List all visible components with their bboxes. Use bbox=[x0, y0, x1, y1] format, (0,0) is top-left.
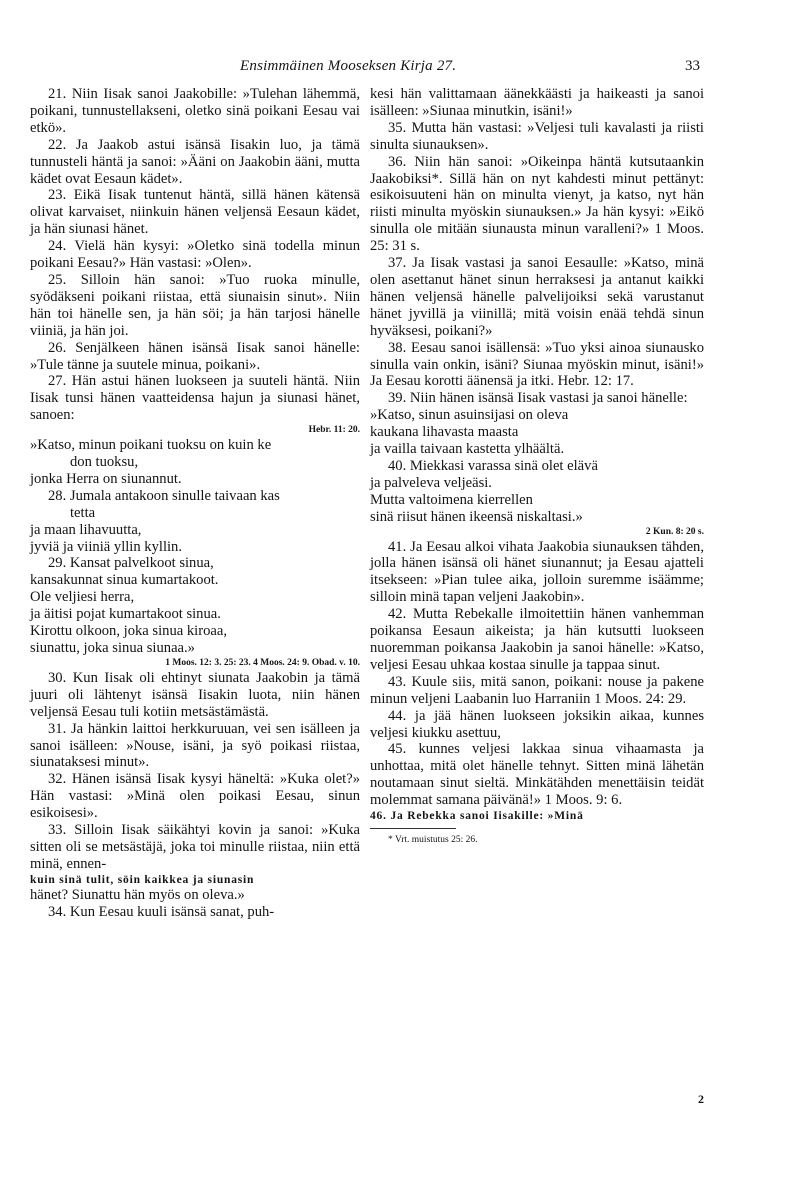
poem-line: »Katso, minun poikani tuoksu on kuin ke bbox=[30, 437, 272, 454]
page-number: 33 bbox=[685, 58, 700, 74]
cross-reference: 2 Kun. 8: 20 s. bbox=[645, 526, 704, 537]
verse-paragraph: 22. Ja Jaakob astui isänsä Iisakin luo, ja tämä tunnusteli häntä ja sanoi: »Ääni on Jaakobin ääni, mutta kädet ovat Eesaun kädet». bbox=[30, 136, 360, 187]
poem-line: jonka Herra on siunannut. bbox=[30, 470, 182, 487]
signature-mark: 2 bbox=[698, 1092, 704, 1106]
verse-paragraph: 27. Hän astui hänen luokseen ja suuteli häntä. Niin Iisak tunsi hänen vaatteidensa hajun ja siunasi hänet, sanoen: bbox=[30, 373, 360, 424]
verse-paragraph: kuin sinä tulit, söin kaikkea ja siunasin bbox=[30, 873, 255, 886]
poem-line: ja maan lihavuutta, bbox=[30, 521, 142, 538]
poem-line: don tuoksu, bbox=[70, 454, 139, 471]
verse-paragraph: 41. Ja Eesau alkoi vihata Jaakobia siunauksen tähden, jolla hänen isänsä oli hänet siunannut; ja Eesau ajatteli itsekseen: »Pian tulee aika, jolloin suremme isäämme; silloin minä tapan veljeni Jaakobin». bbox=[370, 538, 704, 606]
poem-line: sinä riisut hänen ikeensä niskaltasi.» bbox=[370, 508, 583, 525]
poem-line: ja äitisi pojat kumartakoot sinua. bbox=[30, 606, 221, 623]
footnote: * Vrt. muistutus 25: 26. bbox=[388, 835, 478, 846]
verse-paragraph: 39. Niin hänen isänsä Iisak vastasi ja sanoi hänelle: bbox=[388, 390, 688, 407]
verse-paragraph: 46. Ja Rebekka sanoi Iisakille: »Minä bbox=[370, 810, 584, 823]
verse-paragraph: 28. Jumala antakoon sinulle taivaan kas bbox=[48, 487, 280, 504]
verse-paragraph: 31. Ja hänkin laittoi herkkuruuan, vei sen isälleen ja sanoi isälleen: »Nouse, isäni, ja syö poikasi riistaa, siunataksesi minut». bbox=[30, 720, 360, 771]
verse-paragraph: 35. Mutta hän vastasi: »Veljesi tuli kavalasti ja riisti sinulta siunauksen». bbox=[370, 119, 704, 153]
verse-paragraph: 25. Silloin hän sanoi: »Tuo ruoka minulle, syödäkseni poikani riistaa, että siunaisin sinut». Niin hän toi hänelle sen, ja hän söi; ja hän tarjosi hänelle viiniä, ja hän joi. bbox=[30, 271, 360, 339]
verse-paragraph: 37. Ja Iisak vastasi ja sanoi Eesaulle: »Katso, minä olen asettanut hänet sinun herraksesi ja antanut kaikki hänen veljensä hänelle palvelijoiksi sekä varustanut hänet jyvillä ja viinillä; mitä voisin enää tehdä sinun hyväksesi, poikani?» bbox=[370, 255, 704, 339]
cross-reference: 1 Moos. 12: 3. 25: 23. 4 Moos. 24: 9. Obad. v. 10. bbox=[165, 657, 360, 668]
poem-line: kansakunnat sinua kumartakoot. bbox=[30, 572, 219, 589]
poem-line: kaukana lihavasta maasta bbox=[370, 424, 519, 441]
poem-line: Kirottu olkoon, joka sinua kiroaa, bbox=[30, 623, 227, 640]
poem-line: Mutta valtoimena kierrellen bbox=[370, 491, 533, 508]
verse-paragraph: kesi hän valittamaan äänekkäästi ja haikeasti ja sanoi isälleen: »Siunaa minutkin, isäni!» bbox=[370, 86, 704, 119]
poem-line: siunattu, joka sinua siunaa.» bbox=[30, 640, 195, 656]
verse-paragraph: 24. Vielä hän kysyi: »Oletko sinä todella minun poikani Eesau?» Hän vastasi: »Olen». bbox=[30, 238, 360, 272]
poem-line: »Katso, sinun asuinsijasi on oleva bbox=[370, 407, 569, 424]
cross-reference: Hebr. 11: 20. bbox=[308, 425, 360, 436]
verse-paragraph: 21. Niin Iisak sanoi Jaakobille: »Tulehan lähemmä, poikani, tunnustellakseni, oletko sinä poikani Eesau vai etkö». bbox=[30, 86, 360, 136]
verse-paragraph: 29. Kansat palvelkoot sinua, bbox=[48, 555, 214, 572]
page-header bbox=[0, 58, 792, 80]
verse-paragraph: 32. Hänen isänsä Iisak kysyi häneltä: »Kuka olet?» Hän vastasi: »Minä olen poikasi Eesau, sinun esikoisesi». bbox=[30, 771, 360, 822]
verse-paragraph: 45. kunnes veljesi lakkaa sinua vihaamasta ja unhottaa, mitä olet hänelle tehnyt. Sitten minä lähetän noutamaan sinut sieltä. Minkätähden menettäisin teidät molemmat samana päivänä!» 1 Moos. 9: 6. bbox=[370, 741, 704, 809]
poem-line: jyviä ja viiniä yllin kyllin. bbox=[30, 538, 183, 555]
verse-paragraph: 44. ja jää hänen luokseen joksikin aikaa, kunnes veljesi kiukku asettuu, bbox=[370, 707, 704, 741]
verse-paragraph: 43. Kuule siis, mitä sanon, poikani: nouse ja pakene minun veljeni Laabanin luo Harraniin 1 Moos. 24: 29. bbox=[370, 673, 704, 707]
poem-line: ja palveleva veljeäsi. bbox=[370, 474, 492, 491]
poem-line: Ole veljiesi herra, bbox=[30, 589, 135, 606]
verse-paragraph: 33. Silloin Iisak säikähtyi kovin ja sanoi: »Kuka sitten oli se metsästäjä, joka toi minulle riistaa, niin että minä, ennen- bbox=[30, 822, 360, 872]
poem-line: ja vailla taivaan kastetta ylhäältä. bbox=[370, 441, 565, 458]
running-title: Ensimmäinen Mooseksen Kirja 27. bbox=[240, 58, 457, 74]
verse-paragraph: 34. Kun Eesau kuuli isänsä sanat, puh- bbox=[48, 903, 275, 920]
verse-paragraph: hänet? Siunattu hän myös on oleva.» bbox=[30, 886, 245, 903]
poem-line: tetta bbox=[70, 504, 96, 521]
verse-paragraph: 26. Senjälkeen hänen isänsä Iisak sanoi hänelle: »Tule tänne ja suutele minua, poikani». bbox=[30, 339, 360, 373]
verse-paragraph: 23. Eikä Iisak tuntenut häntä, sillä hänen kätensä olivat karvaiset, niinkuin hänen veljensä Eesaun kädet, ja hän siunasi hänet. bbox=[30, 187, 360, 238]
verse-paragraph: 30. Kun Iisak oli ehtinyt siunata Jaakobin ja tämä juuri oli lähtenyt isänsä Iisakin luota, niin hänen veljensä Eesau tuli kotiin metsästämästä. bbox=[30, 669, 360, 720]
verse-paragraph: 36. Niin hän sanoi: »Oikeinpa häntä kutsutaankin Jaakobiksi*. Sillä hän on nyt kahdesti minut pettänyt: esikoisuuteni hän on minulta vienyt, ja katso, nyt hän riisti minulta myöskin siunauksen.» Ja hän kysyi: »Eikö sinulla ole mitään siunausta minun varalleni?» 1 Moos. 25: 31 s. bbox=[370, 153, 704, 255]
footnote-rule bbox=[370, 828, 456, 829]
right-column bbox=[370, 86, 704, 849]
verse-paragraph: 42. Mutta Rebekalle ilmoitettiin hänen vanhemman poikansa Eesaun aikeista; ja hän kutsutti luokseen nuoremman poikansa Jaakobin ja sanoi hänelle: »Katso, veljesi Eesau uhkaa kostaa sinulle ja tappaa sinut. bbox=[370, 606, 704, 673]
left-column bbox=[30, 86, 360, 921]
verse-paragraph: 40. Miekkasi varassa sinä olet elävä bbox=[388, 457, 598, 474]
verse-paragraph: 38. Eesau sanoi isällensä: »Tuo yksi ainoa siunausko sinulla vain onkin, isäni? Siunaa myöskin minut, isäni!» Ja Eesau korotti äänensä ja itki. Hebr. 12: 17. bbox=[370, 339, 704, 390]
